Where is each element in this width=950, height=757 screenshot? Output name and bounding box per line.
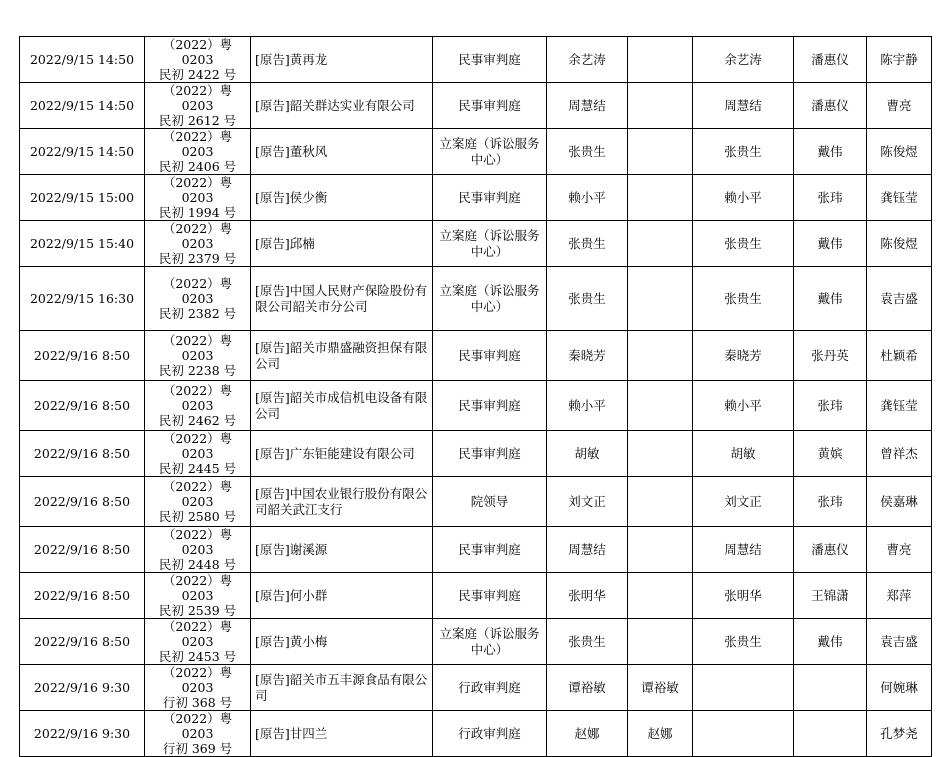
hearing-time: 2022/9/15 15:00 <box>29 189 135 205</box>
hearing-time-cell <box>20 619 145 665</box>
presiding-judge-cell <box>547 431 628 477</box>
presiding-judge: 秦晓芳 <box>568 347 606 363</box>
column-8-value: 潘惠仪 <box>811 541 849 557</box>
presiding-judge: 谭裕敏 <box>568 679 606 695</box>
clerk-name: 陈俊煜 <box>880 143 918 159</box>
presiding-judge: 张贵生 <box>568 235 606 251</box>
party-name: [原告]广东钜能建设有限公司 <box>255 445 415 461</box>
column-7-cell <box>693 267 794 331</box>
clerk-cell <box>867 129 932 175</box>
hearing-time: 2022/9/16 8:50 <box>33 493 131 509</box>
hearing-time-cell <box>20 477 145 527</box>
table-row <box>20 381 932 431</box>
tribunal-name: 立案庭（诉讼服务中心） <box>439 227 540 259</box>
hearing-time: 2022/9/15 14:50 <box>29 97 135 113</box>
column-6-cell <box>628 37 693 83</box>
column-8-value: 潘惠仪 <box>811 97 849 113</box>
tribunal-name: 民事审判庭 <box>458 397 521 413</box>
presiding-judge: 胡敏 <box>574 445 600 461</box>
case-number-cell <box>145 573 251 619</box>
case-number-cell <box>145 175 251 221</box>
hearing-time: 2022/9/16 8:50 <box>33 397 131 413</box>
clerk-cell <box>867 665 932 711</box>
case-number-cell <box>145 477 251 527</box>
clerk-cell <box>867 573 932 619</box>
column-6-cell <box>628 221 693 267</box>
clerk-name: 曹亮 <box>886 541 912 557</box>
party-name: [原告]侯少衡 <box>255 189 328 205</box>
column-6-cell <box>628 431 693 477</box>
case-number-line2: 民初 2448 号 <box>158 557 237 572</box>
presiding-judge-cell <box>547 381 628 431</box>
table-row <box>20 129 932 175</box>
table-row <box>20 37 932 83</box>
column-7-cell <box>693 175 794 221</box>
tribunal-name: 行政审判庭 <box>458 679 521 695</box>
party-name: [原告]黄小梅 <box>255 633 328 649</box>
case-number-cell <box>145 83 251 129</box>
column-7-cell <box>693 331 794 381</box>
case-number-line1: （2022）粤 0203 <box>162 333 233 363</box>
column-7-value: 张贵生 <box>724 290 762 306</box>
presiding-judge: 周慧结 <box>568 541 606 557</box>
presiding-judge: 赖小平 <box>568 397 606 413</box>
case-number-cell <box>145 221 251 267</box>
clerk-name: 侯嘉琳 <box>880 493 918 509</box>
hearing-time: 2022/9/16 8:50 <box>33 445 131 461</box>
tribunal-cell <box>433 477 547 527</box>
tribunal-cell <box>433 381 547 431</box>
column-7-value: 张贵生 <box>724 235 762 251</box>
column-7-value: 张贵生 <box>724 633 762 649</box>
tribunal-name: 立案庭（诉讼服务中心） <box>439 282 540 314</box>
column-7-cell <box>693 527 794 573</box>
case-number-cell <box>145 527 251 573</box>
hearing-time-cell <box>20 175 145 221</box>
column-6-cell <box>628 267 693 331</box>
column-7-value: 周慧结 <box>724 541 762 557</box>
column-6-cell <box>628 175 693 221</box>
case-number-line1: （2022）粤 0203 <box>162 175 233 205</box>
hearing-time-cell <box>20 527 145 573</box>
column-7-cell <box>693 665 794 711</box>
hearing-time: 2022/9/16 8:50 <box>33 541 131 557</box>
hearing-time: 2022/9/15 15:40 <box>29 235 135 251</box>
presiding-judge: 张贵生 <box>568 633 606 649</box>
column-7-value: 赖小平 <box>724 397 762 413</box>
column-7-value: 刘文正 <box>724 493 762 509</box>
hearing-time-cell <box>20 83 145 129</box>
case-number-line2: 民初 2445 号 <box>158 461 237 476</box>
column-7-cell <box>693 477 794 527</box>
case-number-line2: 民初 2406 号 <box>158 159 237 174</box>
tribunal-name: 行政审判庭 <box>458 725 521 741</box>
case-number-line1: （2022）粤 0203 <box>162 619 233 649</box>
party-name: [原告]黄再龙 <box>255 51 328 67</box>
clerk-cell <box>867 331 932 381</box>
case-number-line2: 民初 2462 号 <box>158 413 237 428</box>
clerk-cell <box>867 477 932 527</box>
case-number-line1: （2022）粤 0203 <box>162 37 233 67</box>
column-8-cell <box>794 129 867 175</box>
column-6-cell <box>628 381 693 431</box>
table-row <box>20 619 932 665</box>
column-8-cell <box>794 619 867 665</box>
column-8-cell <box>794 527 867 573</box>
column-7-cell <box>693 83 794 129</box>
column-8-cell <box>794 83 867 129</box>
column-8-cell <box>794 175 867 221</box>
column-7-value: 余艺涛 <box>724 51 762 67</box>
column-6-value: 赵娜 <box>647 725 673 741</box>
party-cell <box>251 175 433 221</box>
clerk-name: 龚钰莹 <box>880 189 918 205</box>
party-cell <box>251 431 433 477</box>
presiding-judge-cell <box>547 573 628 619</box>
presiding-judge: 余艺涛 <box>568 51 606 67</box>
column-7-cell <box>693 381 794 431</box>
presiding-judge-cell <box>547 129 628 175</box>
clerk-cell <box>867 37 932 83</box>
case-number-line1: （2022）粤 0203 <box>162 276 233 306</box>
clerk-name: 曹亮 <box>886 97 912 113</box>
column-6-cell <box>628 573 693 619</box>
column-8-value: 王锦潇 <box>811 587 849 603</box>
clerk-name: 孔梦尧 <box>880 725 918 741</box>
party-cell <box>251 665 433 711</box>
hearing-time-cell <box>20 221 145 267</box>
column-8-cell <box>794 573 867 619</box>
party-cell <box>251 527 433 573</box>
column-6-value: 谭裕敏 <box>641 679 679 695</box>
column-8-value: 黄嫔 <box>817 445 843 461</box>
case-number-line2: 民初 2612 号 <box>158 113 237 128</box>
case-number-line1: （2022）粤 0203 <box>162 383 233 413</box>
presiding-judge: 刘文正 <box>568 493 606 509</box>
case-number-line2: 民初 2453 号 <box>158 649 237 664</box>
clerk-cell <box>867 431 932 477</box>
table-row <box>20 331 932 381</box>
presiding-judge-cell <box>547 477 628 527</box>
presiding-judge-cell <box>547 175 628 221</box>
party-cell <box>251 37 433 83</box>
clerk-name: 袁吉盛 <box>880 633 918 649</box>
clerk-name: 龚钰莹 <box>880 397 918 413</box>
presiding-judge: 张贵生 <box>568 290 606 306</box>
tribunal-cell <box>433 665 547 711</box>
party-cell <box>251 129 433 175</box>
column-8-value: 戴伟 <box>817 235 843 251</box>
column-6-cell <box>628 83 693 129</box>
column-8-value: 张丹英 <box>811 347 849 363</box>
presiding-judge-cell <box>547 527 628 573</box>
table-row <box>20 175 932 221</box>
case-number-line2: 行初 368 号 <box>162 695 233 710</box>
party-cell <box>251 331 433 381</box>
column-6-cell <box>628 129 693 175</box>
party-name: [原告]韶关市鼎盛融资担保有限公司 <box>255 339 428 371</box>
party-cell <box>251 221 433 267</box>
hearing-time: 2022/9/16 9:30 <box>33 725 131 741</box>
party-cell <box>251 381 433 431</box>
case-number-line1: （2022）粤 0203 <box>162 479 233 509</box>
case-number-line2: 民初 1994 号 <box>158 205 237 220</box>
presiding-judge: 周慧结 <box>568 97 606 113</box>
tribunal-cell <box>433 37 547 83</box>
hearing-time-cell <box>20 665 145 711</box>
case-number-line1: （2022）粤 0203 <box>162 129 233 159</box>
case-number-line1: （2022）粤 0203 <box>162 527 233 557</box>
column-7-cell <box>693 37 794 83</box>
party-name: [原告]中国农业银行股份有限公司韶关武江支行 <box>255 485 428 517</box>
presiding-judge: 张贵生 <box>568 143 606 159</box>
clerk-name: 曾祥杰 <box>880 445 918 461</box>
case-number-cell <box>145 331 251 381</box>
tribunal-name: 立案庭（诉讼服务中心） <box>439 625 540 657</box>
table-row <box>20 431 932 477</box>
tribunal-name: 院领导 <box>470 493 509 509</box>
hearing-time: 2022/9/15 16:30 <box>29 290 135 306</box>
column-8-value: 戴伟 <box>817 143 843 159</box>
clerk-name: 袁吉盛 <box>880 290 918 306</box>
column-7-cell <box>693 221 794 267</box>
party-name: [原告]韶关群达实业有限公司 <box>255 97 415 113</box>
hearing-time: 2022/9/15 14:50 <box>29 143 135 159</box>
clerk-name: 郑萍 <box>886 587 912 603</box>
case-number-cell <box>145 381 251 431</box>
party-cell <box>251 619 433 665</box>
tribunal-cell <box>433 619 547 665</box>
column-6-cell <box>628 665 693 711</box>
hearing-schedule-table <box>19 36 932 757</box>
column-8-value: 张玮 <box>817 189 843 205</box>
presiding-judge-cell <box>547 665 628 711</box>
hearing-time-cell <box>20 573 145 619</box>
tribunal-name: 民事审判庭 <box>458 189 521 205</box>
hearing-time: 2022/9/15 14:50 <box>29 51 135 67</box>
table-body <box>20 37 932 757</box>
party-cell <box>251 573 433 619</box>
clerk-cell <box>867 527 932 573</box>
presiding-judge: 张明华 <box>568 587 606 603</box>
case-number-line1: （2022）粤 0203 <box>162 711 233 741</box>
case-number-line2: 民初 2379 号 <box>158 251 237 266</box>
column-6-cell <box>628 477 693 527</box>
case-number-cell <box>145 665 251 711</box>
column-8-cell <box>794 221 867 267</box>
clerk-cell <box>867 221 932 267</box>
case-number-line1: （2022）粤 0203 <box>162 83 233 113</box>
hearing-time: 2022/9/16 8:50 <box>33 633 131 649</box>
column-7-cell <box>693 431 794 477</box>
clerk-name: 陈俊煜 <box>880 235 918 251</box>
clerk-cell <box>867 619 932 665</box>
column-7-value: 秦晓芳 <box>724 347 762 363</box>
column-7-value: 赖小平 <box>724 189 762 205</box>
party-name: [原告]甘四兰 <box>255 725 328 741</box>
tribunal-name: 民事审判庭 <box>458 445 521 461</box>
hearing-time: 2022/9/16 8:50 <box>33 347 131 363</box>
tribunal-cell <box>433 331 547 381</box>
presiding-judge-cell <box>547 267 628 331</box>
column-8-value: 张玮 <box>817 397 843 413</box>
tribunal-cell <box>433 129 547 175</box>
hearing-time-cell <box>20 431 145 477</box>
column-8-value: 潘惠仪 <box>811 51 849 67</box>
tribunal-cell <box>433 221 547 267</box>
hearing-time-cell <box>20 37 145 83</box>
column-6-cell <box>628 619 693 665</box>
party-cell <box>251 267 433 331</box>
column-8-value: 戴伟 <box>817 290 843 306</box>
hearing-time-cell <box>20 331 145 381</box>
case-number-cell <box>145 129 251 175</box>
presiding-judge: 赵娜 <box>574 725 600 741</box>
tribunal-name: 立案庭（诉讼服务中心） <box>439 135 540 167</box>
clerk-name: 杜颖希 <box>880 347 918 363</box>
presiding-judge-cell <box>547 83 628 129</box>
party-name: [原告]董秋风 <box>255 143 328 159</box>
case-number-cell <box>145 619 251 665</box>
party-name: [原告]何小群 <box>255 587 328 603</box>
column-7-cell <box>693 573 794 619</box>
party-name: [原告]谢溪源 <box>255 541 328 557</box>
party-name: [原告]韶关市五丰源食品有限公司 <box>255 671 428 703</box>
case-number-line2: 民初 2238 号 <box>158 363 237 378</box>
presiding-judge-cell <box>547 619 628 665</box>
tribunal-cell <box>433 431 547 477</box>
column-8-cell <box>794 267 867 331</box>
case-number-line1: （2022）粤 0203 <box>162 221 233 251</box>
column-7-value: 周慧结 <box>724 97 762 113</box>
party-name: [原告]中国人民财产保险股份有限公司韶关市分公司 <box>255 282 428 314</box>
table-row <box>20 665 932 711</box>
presiding-judge-cell <box>547 37 628 83</box>
column-8-cell <box>794 665 867 711</box>
clerk-name: 陈宇静 <box>880 51 918 67</box>
table-row <box>20 527 932 573</box>
hearing-time-cell <box>20 129 145 175</box>
table-row <box>20 477 932 527</box>
case-number-line2: 行初 369 号 <box>162 741 233 756</box>
column-7-cell <box>693 129 794 175</box>
column-8-value: 戴伟 <box>817 633 843 649</box>
party-name: [原告]邱楠 <box>255 235 315 251</box>
column-8-cell <box>794 331 867 381</box>
clerk-cell <box>867 83 932 129</box>
party-name: [原告]韶关市成信机电设备有限公司 <box>255 389 428 421</box>
clerk-cell <box>867 267 932 331</box>
presiding-judge-cell <box>547 331 628 381</box>
table-row <box>20 267 932 331</box>
clerk-cell <box>867 381 932 431</box>
column-7-value: 张明华 <box>724 587 762 603</box>
column-7-value: 胡敏 <box>730 445 756 461</box>
party-cell <box>251 83 433 129</box>
clerk-name: 何婉琳 <box>880 679 918 695</box>
case-number-line1: （2022）粤 0203 <box>162 665 233 695</box>
hearing-time: 2022/9/16 8:50 <box>33 587 131 603</box>
tribunal-cell <box>433 573 547 619</box>
case-number-cell <box>145 431 251 477</box>
party-cell <box>251 477 433 527</box>
table-row <box>20 83 932 129</box>
tribunal-name: 民事审判庭 <box>458 97 521 113</box>
tribunal-cell <box>433 267 547 331</box>
hearing-time-cell <box>20 381 145 431</box>
column-8-value: 张玮 <box>817 493 843 509</box>
column-7-value: 张贵生 <box>724 143 762 159</box>
presiding-judge: 赖小平 <box>568 189 606 205</box>
case-number-line2: 民初 2422 号 <box>158 67 237 82</box>
tribunal-cell <box>433 175 547 221</box>
tribunal-cell <box>433 527 547 573</box>
tribunal-name: 民事审判庭 <box>458 587 521 603</box>
presiding-judge-cell <box>547 221 628 267</box>
column-8-cell <box>794 477 867 527</box>
column-8-cell <box>794 381 867 431</box>
case-number-line2: 民初 2580 号 <box>158 509 237 524</box>
column-8-cell <box>794 37 867 83</box>
case-number-cell <box>145 267 251 331</box>
hearing-time: 2022/9/16 9:30 <box>33 679 131 695</box>
column-6-cell <box>628 527 693 573</box>
table-row <box>20 573 932 619</box>
case-number-line2: 民初 2382 号 <box>158 306 237 321</box>
case-number-line2: 民初 2539 号 <box>158 603 237 618</box>
column-7-cell <box>693 619 794 665</box>
tribunal-name: 民事审判庭 <box>458 347 521 363</box>
hearing-time-cell <box>20 267 145 331</box>
table-row <box>20 221 932 267</box>
column-8-cell <box>794 431 867 477</box>
case-number-line1: （2022）粤 0203 <box>162 431 233 461</box>
tribunal-cell <box>433 83 547 129</box>
case-number-cell <box>145 37 251 83</box>
tribunal-name: 民事审判庭 <box>458 51 521 67</box>
case-number-line1: （2022）粤 0203 <box>162 573 233 603</box>
column-6-cell <box>628 331 693 381</box>
clerk-cell <box>867 175 932 221</box>
tribunal-name: 民事审判庭 <box>458 541 521 557</box>
